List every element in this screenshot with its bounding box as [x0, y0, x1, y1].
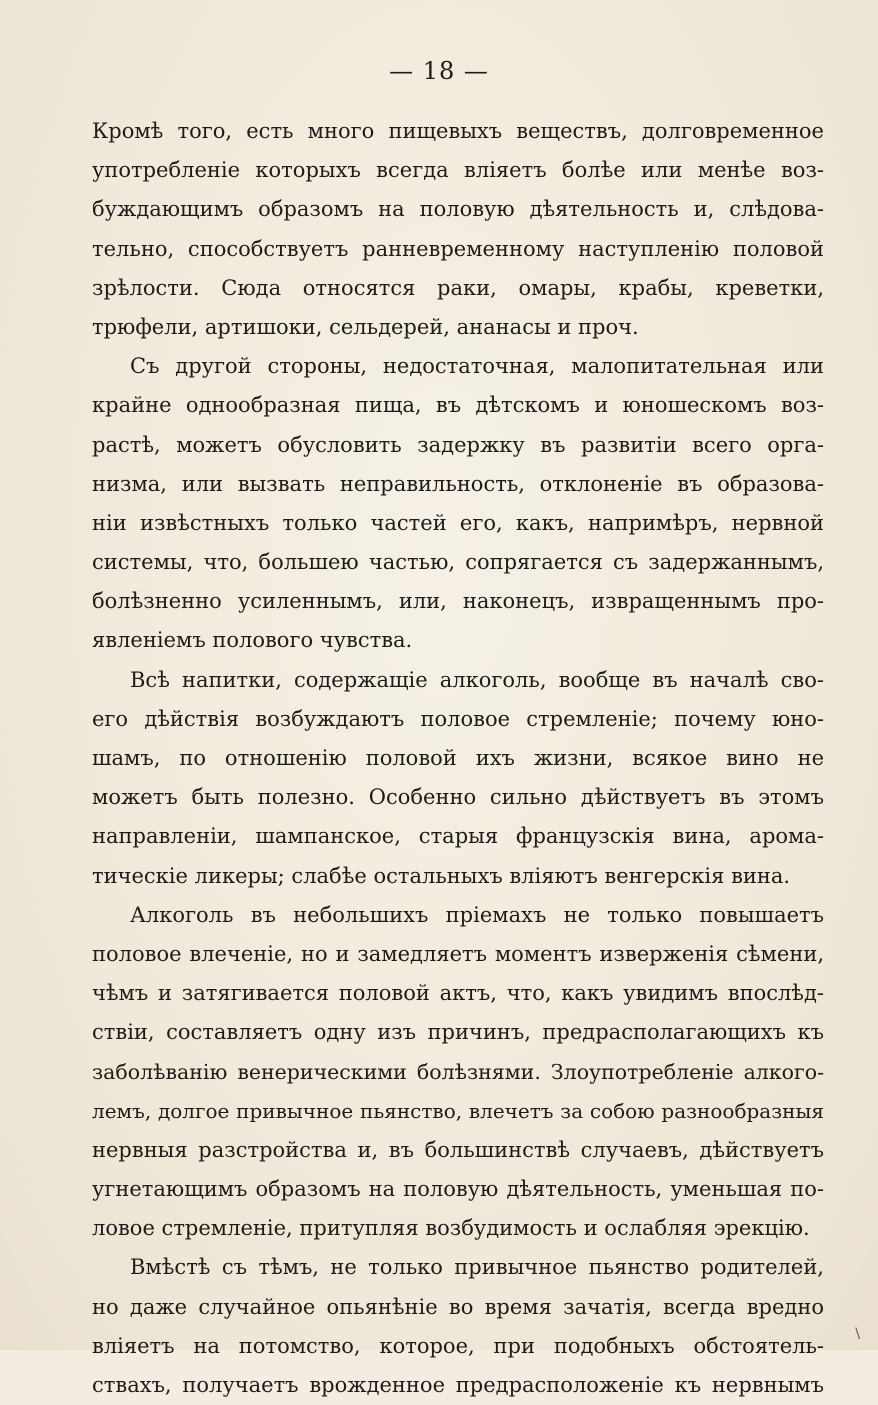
text-line: шамъ, по отношенiю половой ихъ жизни, всякое вино не: [92, 746, 824, 770]
corner-mark: \: [855, 1326, 860, 1342]
text-line: растѣ, можетъ обусловить задержку въ развитiи всего орга-: [92, 432, 824, 457]
text-line: ствiи, составляетъ одну изъ причинъ, предрасполагающихъ къ: [92, 1020, 824, 1045]
text-line: влiяетъ на потомство, которое, при подобныхъ обстоятель-: [92, 1333, 824, 1358]
text-line: его дѣйствiя возбуждаютъ половое стремленiе; почему юно-: [92, 706, 824, 731]
page-number: — 18 —: [389, 57, 489, 85]
text-line: тическiе ликеры; слабѣе остальныхъ влiяютъ венгерскiя вина.: [92, 863, 791, 888]
text-line: лемъ, долгое привычное пьянство, влечетъ за собою разнообразныя: [92, 1098, 824, 1123]
text-line: явленiемъ полового чувства.: [92, 628, 413, 653]
text-line: чѣмъ и затягивается половой актъ, что, какъ увидимъ впослѣд-: [92, 981, 824, 1006]
text-line: заболѣванiю венерическими болѣзнями. Злоупотребленiе алкого-: [92, 1059, 824, 1084]
text-line: нервныя разстройства и, въ большинствѣ случаевъ, дѣйствуетъ: [92, 1137, 824, 1162]
text-line: крайне однообразная пища, въ дѣтскомъ и юношескомъ воз-: [92, 393, 824, 418]
text-line: трюфели, артишоки, сельдерей, ананасы и проч.: [92, 314, 639, 339]
text-line: ствахъ, получаетъ врожденное предрасположенiе къ нервнымъ: [92, 1373, 824, 1397]
text-line: угнетающимъ образомъ на половую дѣятельность, уменьшая по-: [92, 1177, 824, 1202]
body-text: [92, 112, 824, 1405]
text-line: употребленiе которыхъ всегда влiяетъ болѣе или менѣе воз-: [92, 158, 824, 183]
text-line: нiи извѣстныхъ только частей его, какъ, напримѣръ, нервной: [92, 510, 824, 535]
text-line: низма, или вызвать неправильность, отклоненiе въ образова-: [92, 471, 824, 496]
text-line: но даже случайное опьянѣнiе во время зачатiя, всегда вредно: [92, 1294, 824, 1319]
text-line: Всѣ напитки, содержащiе алкоголь, вообще въ началѣ сво-: [130, 667, 824, 692]
text-line: Алкоголь въ небольшихъ прiемахъ не только повышаетъ: [130, 902, 824, 927]
text-line: направленiи, шампанское, старыя французскiя вина, арома-: [92, 824, 824, 849]
text-line: ловое стремленiе, притупляя возбудимость и ослабляя эрекцiю.: [92, 1216, 810, 1241]
text-line: Вмѣстѣ съ тѣмъ, не только привычное пьянство родителей,: [130, 1255, 824, 1280]
text-line: тельно, способствуетъ ранневременному наступленiю половой: [92, 236, 824, 261]
text-line: можетъ быть полезно. Особенно сильно дѣйствуетъ въ этомъ: [92, 785, 824, 810]
text-line: половое влеченiе, но и замедляетъ моментъ изверженiя сѣмени,: [92, 941, 824, 966]
text-line: буждающимъ образомъ на половую дѣятельность и, слѣдова-: [92, 197, 824, 222]
text-line: Съ другой стороны, недостаточная, малопитательная или: [130, 354, 824, 379]
text-line: болѣзненно усиленнымъ, или, наконецъ, извращеннымъ про-: [92, 589, 824, 614]
text-line: зрѣлости. Сюда относятся раки, омары, крабы, креветки,: [92, 275, 824, 300]
text-line: системы, что, большею частью, сопрягается съ задержаннымъ,: [92, 550, 824, 575]
text-line: Кромѣ того, есть много пищевыхъ веществъ, долговременное: [92, 119, 824, 143]
